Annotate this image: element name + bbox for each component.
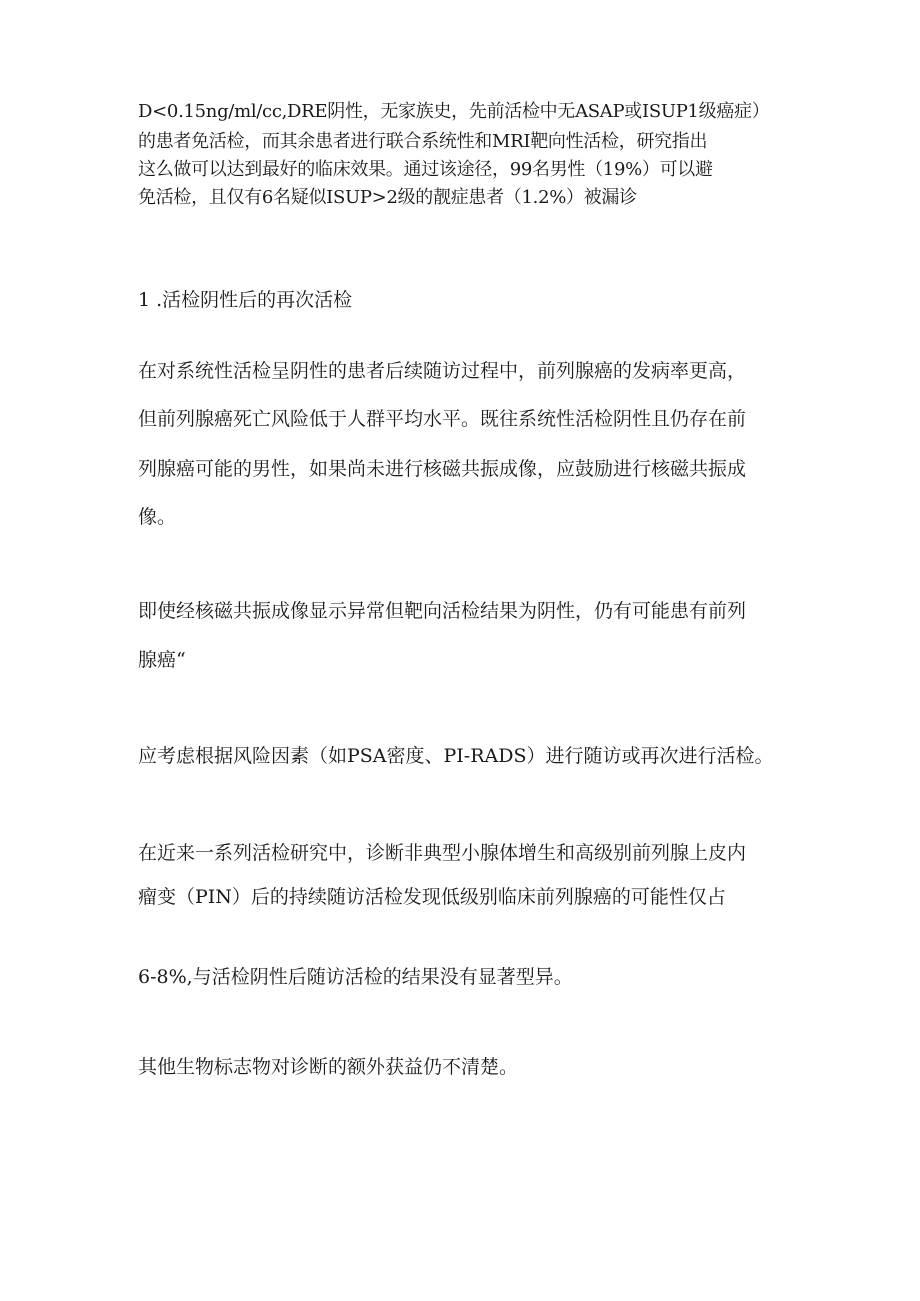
paragraph-1-line-1: 在对系统性活检呈阴性的患者后续随访过程中，前列腺癌的发病率更高， bbox=[138, 360, 747, 382]
paragraph-6: 其他生物标志物对诊断的额外获益仍不清楚。 bbox=[138, 1056, 519, 1078]
intro-line-3: 这么做可以达到最好的临床效果。通过该途径，99名男性（19%）可以避 bbox=[138, 159, 713, 180]
paragraph-1-line-4: 像。 bbox=[138, 506, 177, 528]
paragraph-2-line-2: 腺癌“ bbox=[138, 649, 186, 671]
paragraph-3: 应考虑根据风险因素（如PSA密度、PI-RADS）进行随访或再次进行活检。 bbox=[138, 745, 774, 767]
paragraph-1-line-2: 但前列腺癌死亡风险低于人群平均水平。既往系统性活检阴性且仍存在前 bbox=[138, 408, 747, 430]
intro-line-4: 免活检，且仅有6名疑似ISUP>2级的靓症患者（1.2%）被漏诊 bbox=[138, 187, 637, 208]
intro-line-2: 的患者免活检，而其余患者进行联合系统性和MRI靶向性活检，研究指出 bbox=[138, 131, 708, 152]
paragraph-2-line-1: 即使经核磁共振成像显示异常但靶向活检结果为阴性，仍有可能患有前列 bbox=[138, 600, 747, 622]
section-heading: 1 .活检阴性后的再次活检 bbox=[138, 289, 353, 311]
paragraph-4-line-2: 瘤变（PIN）后的持续随访活检发现低级别临床前列腺癌的可能性仅占 bbox=[138, 886, 726, 908]
paragraph-4-line-1: 在近来一系列活检研究中，诊断非典型小腺体增生和高级别前列腺上皮内 bbox=[138, 842, 747, 864]
paragraph-5: 6-8%,与活检阴性后随访活检的结果没有显著型异。 bbox=[138, 966, 573, 988]
intro-line-1: D<0.15ng/ml/cc,DRE阴性，无家族史，先前活检中无ASAP或ISUP1级癌症） bbox=[138, 101, 770, 122]
paragraph-1-line-3: 列腺癌可能的男性，如果尚未进行核磁共振成像，应鼓励进行核磁共振成 bbox=[138, 458, 747, 480]
